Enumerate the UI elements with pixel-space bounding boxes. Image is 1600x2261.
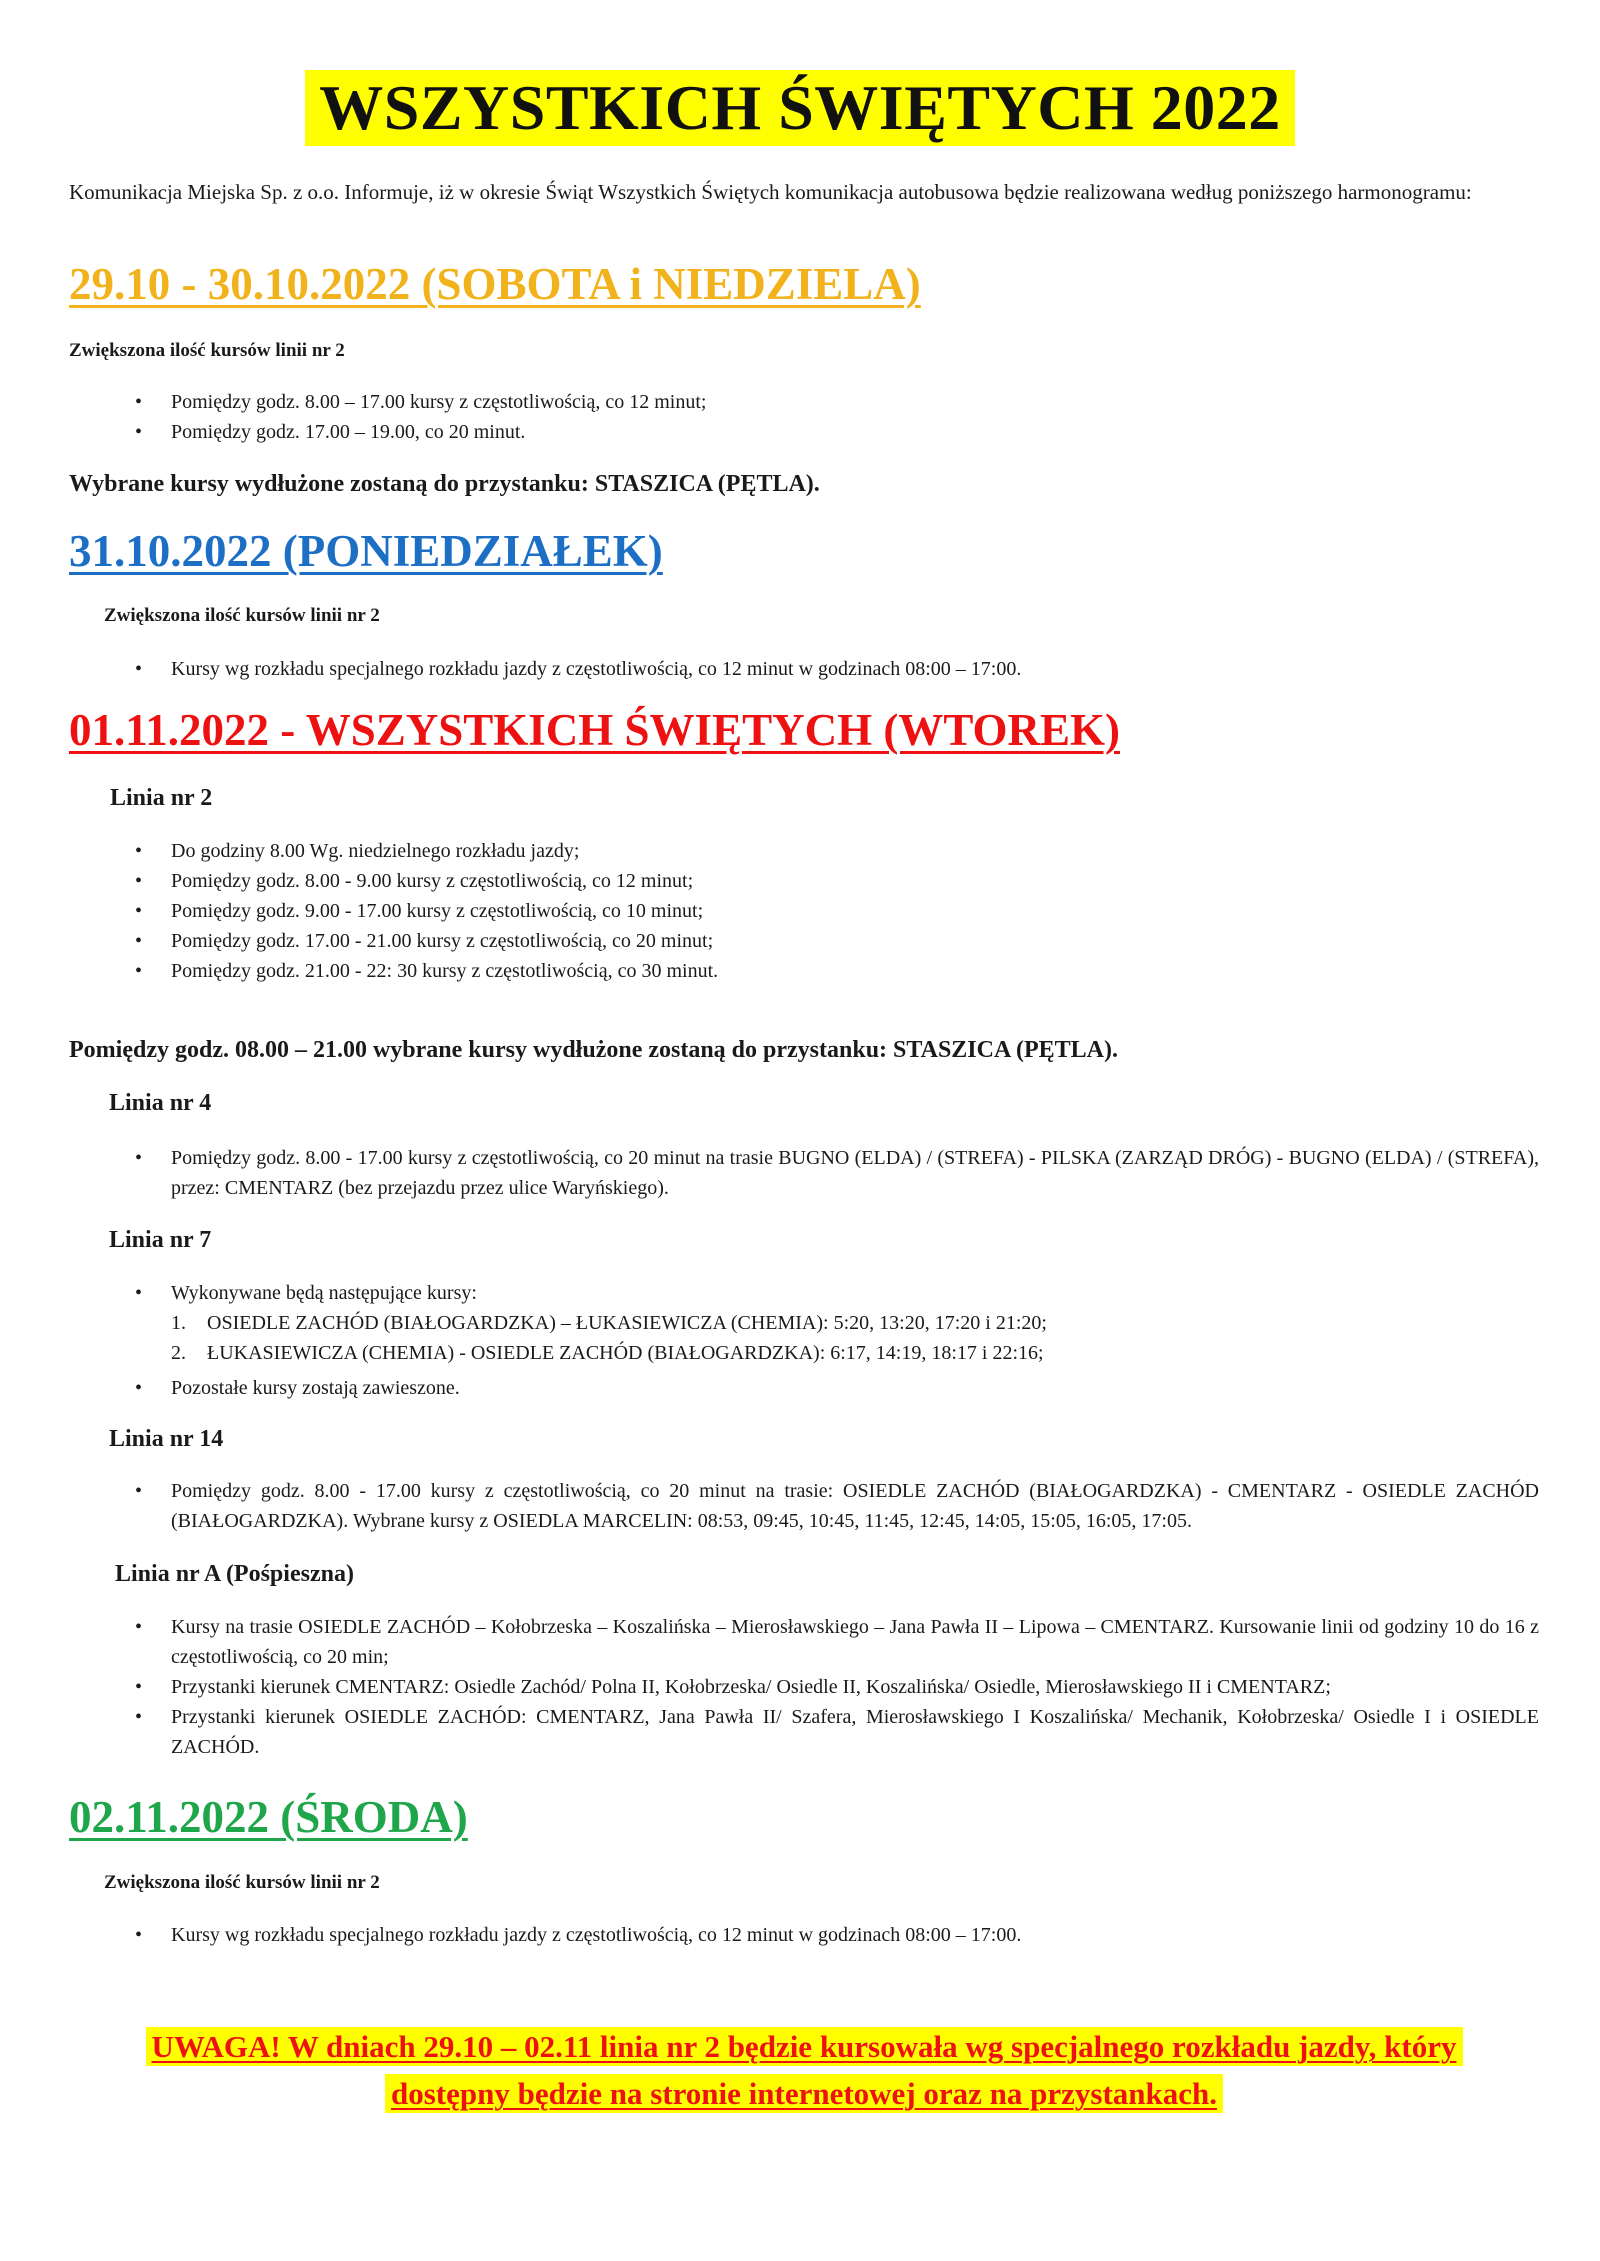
line7-list-tail <box>69 1373 1539 1403</box>
list-item: • Kursy wg rozkładu specjalnego rozkładu jazdy z częstotliwością, co 12 minut w godzinach 08:00 – 17:00. <box>69 1920 1539 1950</box>
line2-note: Pomiędzy godz. 08.00 – 21.00 wybrane kursy wydłużone zostaną do przystanku: STASZICA (PĘTLA). <box>69 1037 1118 1063</box>
title-wrap <box>0 70 1600 146</box>
warning-note <box>69 2023 1539 2117</box>
line14-label: Linia nr 14 <box>109 1426 224 1452</box>
line7-numbered-list <box>69 1308 1539 1368</box>
lineA-list <box>69 1612 1539 1762</box>
item-text: ŁUKASIEWICZA (CHEMIA) - OSIEDLE ZACHÓD (BIAŁOGARDZKA): 6:17, 14:19, 18:17 i 22:16; <box>207 1342 1044 1364</box>
list-item: • Pomiędzy godz. 21.00 - 22: 30 kursy z częstotliwością, co 30 minut. <box>69 956 1539 986</box>
line2-list <box>69 836 1539 986</box>
lineA-label: Linia nr A (Pośpieszna) <box>115 1561 354 1587</box>
item-text: OSIEDLE ZACHÓD (BIAŁOGARDZKA) – ŁUKASIEWICZA (CHEMIA): 5:20, 13:20, 17:20 i 21:20; <box>207 1312 1047 1334</box>
list-item: • Pomiędzy godz. 17.00 – 19.00, co 20 minut. <box>69 417 1539 447</box>
list-item: • Pomiędzy godz. 17.00 - 21.00 kursy z częstotliwością, co 20 minut; <box>69 926 1539 956</box>
intro-paragraph: Komunikacja Miejska Sp. z o.o. Informuje, iż w okresie Świąt Wszystkich Świętych komunikacja autobusowa będzie realizowana według poniższego harmonogramu: <box>69 180 1472 204</box>
list-item: • Pozostałe kursy zostają zawieszone. <box>69 1373 1539 1403</box>
list-item: • Do godziny 8.00 Wg. niedzielnego rozkładu jazdy; <box>69 836 1539 866</box>
list-item: • Pomiędzy godz. 8.00 - 17.00 kursy z częstotliwością, co 20 minut na trasie: OSIEDLE ZACHÓD (BIAŁOGARDZKA) - CMENTARZ - OSIEDLE ZACHÓD (BIAŁOGARDZKA). Wybrane kursy z OSIEDLA MARCELIN: 08:53, 09:45, 10:45, 11:45, 12:45, 14:05, 15:05, 16:05, 17:05. <box>69 1476 1539 1536</box>
numbered-item <box>69 1338 1539 1368</box>
section-heading-01-11: 01.11.2022 - WSZYSTKICH ŚWIĘTYCH (WTOREK) <box>69 705 1121 755</box>
numbered-item <box>69 1308 1539 1338</box>
list-item: • Kursy na trasie OSIEDLE ZACHÓD – Kołobrzeska – Koszalińska – Mierosławskiego – Jana Pawła II – Lipowa – CMENTARZ. Kursowanie linii od godziny 10 do 16 z częstotliwością, co 20 min; <box>69 1612 1539 1672</box>
line4-label: Linia nr 4 <box>109 1090 212 1116</box>
section1-subheading: Zwiększona ilość kursów linii nr 2 <box>69 340 345 361</box>
section-heading-29-30: 29.10 - 30.10.2022 (SOBOTA i NIEDZIELA) <box>69 259 921 309</box>
list-item: • Pomiędzy godz. 9.00 - 17.00 kursy z częstotliwością, co 10 minut; <box>69 896 1539 926</box>
list-item: • Przystanki kierunek CMENTARZ: Osiedle Zachód/ Polna II, Kołobrzeska/ Osiedle II, Koszalińska/ Osiedle, Mierosławskiego II i CMENTARZ; <box>69 1672 1539 1702</box>
section1-note: Wybrane kursy wydłużone zostaną do przystanku: STASZICA (PĘTLA). <box>69 471 820 497</box>
warning-line-1: UWAGA! W dniach 29.10 – 02.11 linia nr 2 będzie kursowała wg specjalnego rozkładu jazdy, który <box>146 2027 1463 2066</box>
section1-list <box>69 387 1539 447</box>
list-item: • Wykonywane będą następujące kursy: <box>69 1278 1539 1308</box>
list-item: • Pomiędzy godz. 8.00 - 9.00 kursy z częstotliwością, co 12 minut; <box>69 866 1539 896</box>
line4-list <box>69 1143 1539 1203</box>
line7-label: Linia nr 7 <box>109 1227 212 1253</box>
list-item: • Pomiędzy godz. 8.00 – 17.00 kursy z częstotliwością, co 12 minut; <box>69 387 1539 417</box>
line7-list <box>69 1278 1539 1308</box>
section-heading-31: 31.10.2022 (PONIEDZIAŁEK) <box>69 526 663 576</box>
section-heading-02-11: 02.11.2022 (ŚRODA) <box>69 1792 468 1842</box>
item-number: 2. <box>171 1342 186 1364</box>
item-number: 1. <box>171 1312 186 1334</box>
line14-list <box>69 1476 1539 1536</box>
line2-label: Linia nr 2 <box>110 785 213 811</box>
warning-line-2: dostępny będzie na stronie internetowej oraz na przystankach. <box>385 2074 1223 2113</box>
section4-list <box>69 1920 1539 1950</box>
section2-list <box>69 654 1539 684</box>
section4-subheading: Zwiększona ilość kursów linii nr 2 <box>104 1872 380 1893</box>
list-item: • Przystanki kierunek OSIEDLE ZACHÓD: CMENTARZ, Jana Pawła II/ Szafera, Mierosławskiego I Koszalińska/ Mechanik, Kołobrzeska/ Osiedle I i OSIEDLE ZACHÓD. <box>69 1702 1539 1762</box>
list-item: • Kursy wg rozkładu specjalnego rozkładu jazdy z częstotliwością, co 12 minut w godzinach 08:00 – 17:00. <box>69 654 1539 684</box>
section2-subheading: Zwiększona ilość kursów linii nr 2 <box>104 605 380 626</box>
list-item: • Pomiędzy godz. 8.00 - 17.00 kursy z częstotliwością, co 20 minut na trasie BUGNO (ELDA) / (STREFA) - PILSKA (ZARZĄD DRÓG) - BUGNO (ELDA) / (STREFA), przez: CMENTARZ (bez przejazdu przez ulice Waryńskiego). <box>69 1143 1539 1203</box>
page-title: WSZYSTKICH ŚWIĘTYCH 2022 <box>305 70 1295 146</box>
